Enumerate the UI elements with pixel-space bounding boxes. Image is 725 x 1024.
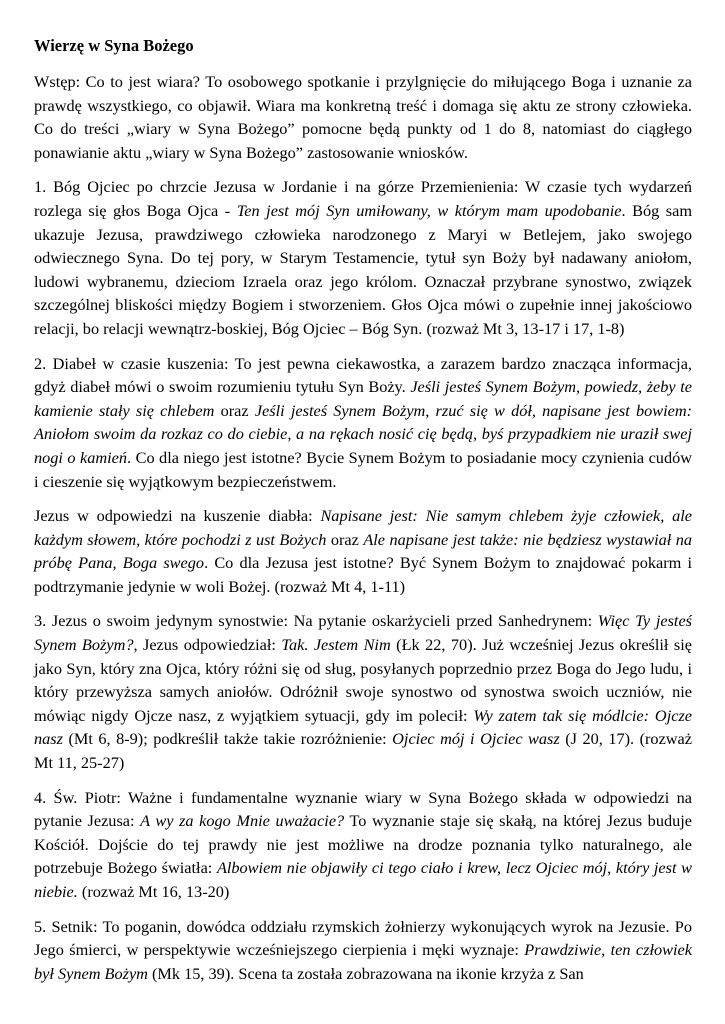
- document-title: Wierzę w Syna Bożego: [34, 36, 194, 55]
- body-text: 2. Diabeł w czasie kuszenia: To jest pewna ciekawostka, a zarazem bardzo znacząca informacja, gdyż diabeł mówi o swoim rozumieniu tytułu Syn Boży.: [34, 353, 692, 397]
- body-text: To wyznanie staje się skałą, na której Jezus buduje Kościół. Dojście do tej prawdy nie jest możliwe na drodze poznania tylko naturalnego, ale potrzebuje Bożego światła:: [34, 811, 692, 878]
- paragraph-point-3: [34, 609, 692, 774]
- body-text: Jezus w odpowiedzi na kuszenie diabła:: [34, 506, 321, 526]
- paragraph-point-1: [34, 175, 692, 340]
- quote-text: Tak. Jestem Nim: [281, 635, 391, 655]
- quote-text: Jeśli jesteś Synem Bożym, powiedz, żeby te kamienie stały się chlebem: [34, 377, 692, 420]
- body-text: oraz: [214, 400, 255, 420]
- body-text: oraz: [326, 529, 364, 549]
- paragraph-point-5: [34, 915, 692, 986]
- body-text: 5. Setnik: To poganin, dowódca oddziału rzymskich żołnierzy wykonujących wyrok na Jezusie. Po Jego śmierci, w perspektywie wcześniejszego cierpienia i męki wyznaje:: [34, 916, 692, 960]
- quote-text: Albowiem nie objawiły ci tego ciało i krew, lecz Ojciec mój, który jest w niebie.: [34, 858, 692, 901]
- body-text: (Mk 15, 39). Scena ta została zobrazowana na ikonie krzyża z San: [147, 963, 584, 983]
- paragraph-point-2: [34, 352, 692, 494]
- quote-text: Ale napisane jest także: nie będziesz wystawiał na próbę Pana, Boga swego: [34, 529, 693, 573]
- body-text: . Co dla niego jest istotne? Bycie Synem Bożym to posiadanie mocy czynienia cudów i cieszenie się wyjątkowym bezpieczeństwem.: [34, 447, 692, 491]
- quote-text: Wy zatem tak się módlcie: Ojcze nasz: [34, 705, 693, 749]
- body-text: Wstęp: Co to jest wiara? To osobowego spotkanie i przylgnięcie do miłującego Boga i uznanie za prawdę wszystkiego, co objawił. Wiara ma konkretną treść i domaga się aktu ze strony człowieka. Co do treści „wiary w Syna Bożego” pomocne będą punkty od 1 do 8, natomiast do ciągłego ponawianie aktu „wiary w Syna Bożego” zastosowanie wniosków.: [34, 72, 692, 162]
- quote-text: Napisane jest: Nie samym chlebem żyje człowiek, ale każdym słowem, które pochodzi z ust Bożych: [34, 506, 692, 549]
- body-text: (rozważ Mt 16, 13-20): [77, 882, 230, 901]
- paragraph-intro: [34, 70, 692, 164]
- body-text: 4. Św. Piotr: Ważne i fundamentalne wyznanie wiary w Syna Bożego składa w odpowiedzi na pytanie Jezusa:: [34, 787, 692, 831]
- body-text: . Bóg sam ukazuje Jezusa, prawdziwego człowieka narodzonego z Maryi w Betlejem, jako swojego odwiecznego Syna. Do tej pory, w Starym Testamencie, tytuł syn Boży był nadawany aniołom, ludowi wybranemu, dzieciom Izraela oraz jego królom. Oznaczał przybrane synostwo, związek szczególnej bliskości między Bogiem i stworzeniem. Głos Ojca mówi o zupełnie innej jakościowo relacji, bo relacji wewnątrz-boskiej, Bóg Ojciec – Bóg Syn. (rozważ Mt 3, 13-17 i 17, 1-8): [34, 200, 692, 338]
- quote-text: Więc Ty jesteś Synem Bożym?: [34, 611, 693, 655]
- quote-text: A wy za kogo Mnie uważacie?: [140, 811, 345, 831]
- quote-text: Ojciec mój i Ojciec wasz: [392, 729, 560, 749]
- body-text: (J 20, 17). (rozważ Mt 11, 25-27): [34, 729, 693, 773]
- quote-text: Ten jest mój Syn umiłowany, w którym mam upodobanie: [236, 200, 622, 220]
- body-text: (Mt 6, 8-9); podkreślił także takie rozróżnienie:: [62, 729, 393, 749]
- body-text: 1. Bóg Ojciec po chrzcie Jezusa w Jordanie i na górze Przemienienia: W czasie tych wydarzeń rozlega się głos Boga Ojca -: [34, 177, 692, 220]
- quote-text: Prawdziwie, ten człowiek był Synem Bożym: [34, 940, 692, 983]
- paragraph-point-2-answer: [34, 504, 692, 598]
- body-text: . Co dla Jezusa jest istotne? Być Synem Bożym to znajdować pokarm i podtrzymanie jedynie w woli Bożej. (rozważ Mt 4, 1-11): [34, 553, 693, 596]
- paragraph-point-4: [34, 786, 692, 904]
- document-body: [34, 70, 692, 985]
- quote-text: Jeśli jesteś Synem Bożym, rzuć się w dół, napisane jest bowiem: Aniołom swoim da rozkaz co do ciebie, a na rękach nosić cię będą, byś przypadkiem nie uraził swej nogi o kamień: [34, 400, 693, 467]
- body-text: (Łk 22, 70). Już wcześniej Jezus określił się jako Syn, który zna Ojca, który różni się od sług, posyłanych poprzednio przez Boga do Jego ludu, i który przewyższa samych aniołów. Odróżnił swoje synostwo od synostwa swoich uczniów, nie mówiąc nigdy Ojcze nasz, z wyjątkiem sytuacji, gdy im polecił:: [34, 635, 692, 725]
- body-text: 3. Jezus o swoim jedynym synostwie: Na pytanie oskarżycieli przed Sanhedrynem:: [34, 611, 598, 631]
- body-text: , Jezus odpowiedział:: [133, 635, 282, 655]
